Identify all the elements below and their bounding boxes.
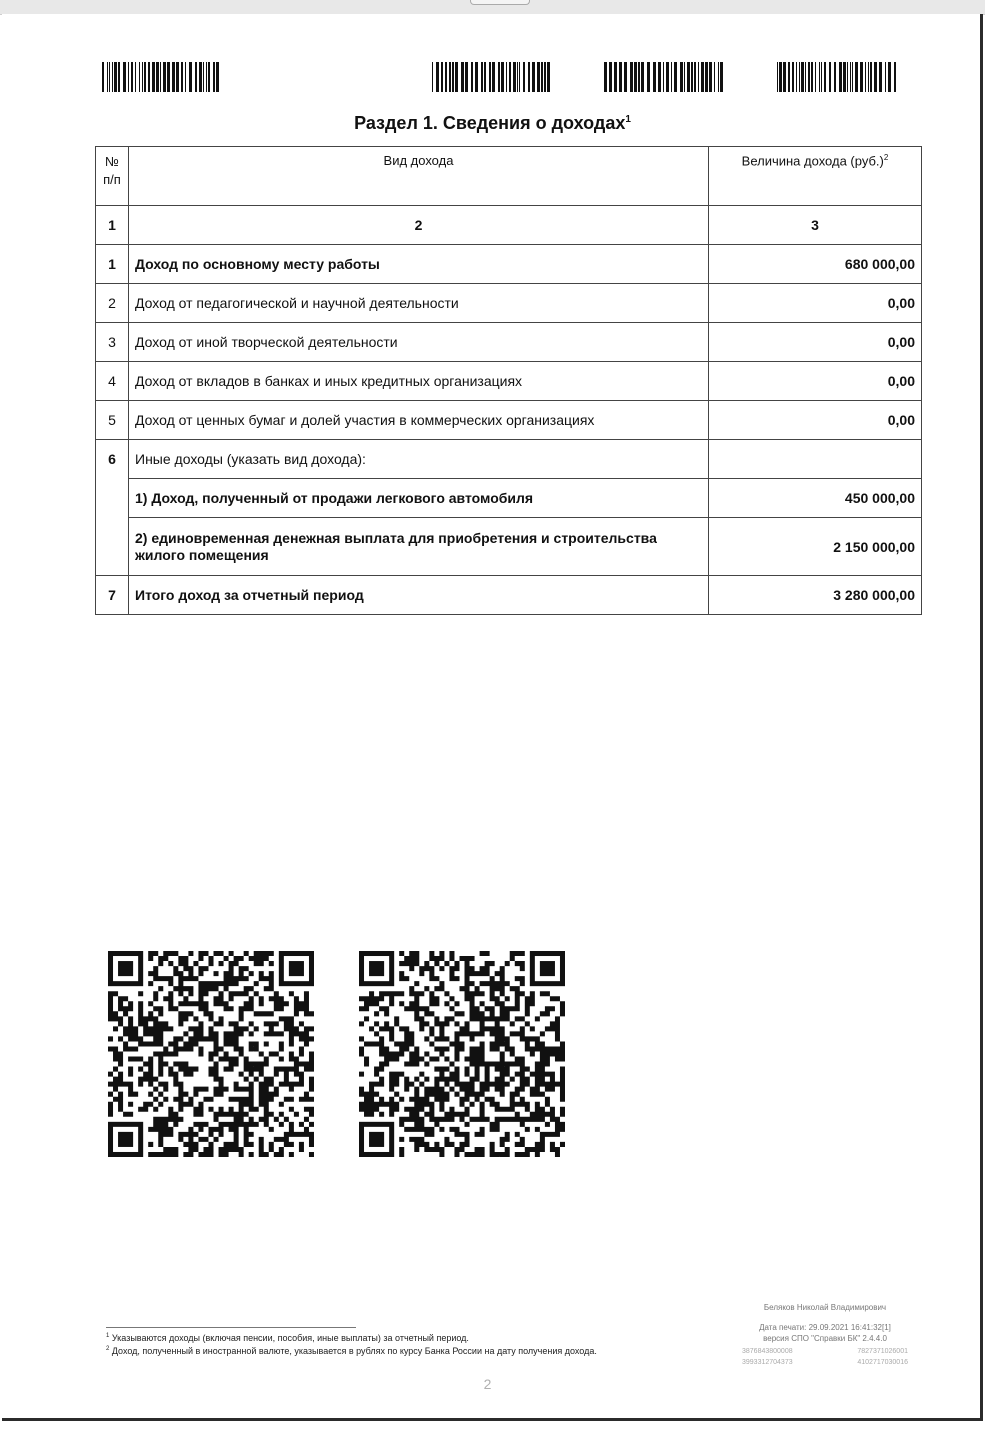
signature-codes-row xyxy=(730,1346,920,1357)
signature-code: 7827371026001 xyxy=(857,1348,908,1355)
footnote-mark: 1 xyxy=(106,1333,110,1339)
table-row xyxy=(96,518,922,576)
table-row xyxy=(96,479,922,518)
table-row xyxy=(96,284,922,323)
viewer-toolbar xyxy=(0,0,985,15)
row-number: 5 xyxy=(96,401,129,440)
table-header-row xyxy=(96,147,922,206)
header-income-amount-text: Величина дохода (руб.) xyxy=(741,153,884,169)
signature-code: 4102717030016 xyxy=(857,1359,908,1366)
qr-code xyxy=(359,951,565,1157)
column-number: 2 xyxy=(129,206,709,245)
signer-name: Беляков Николай Владимирович xyxy=(763,1303,887,1312)
total-label: Итого доход за отчетный период xyxy=(129,576,709,615)
row-number: 7 xyxy=(96,576,129,615)
qr-code xyxy=(108,951,314,1157)
row-value: 0,00 xyxy=(709,284,922,323)
row-label: Доход от иной творческой деятельности xyxy=(129,323,709,362)
row-value-empty xyxy=(709,440,922,479)
footnote-divider xyxy=(106,1327,356,1328)
row-number: 4 xyxy=(96,362,129,401)
row-label: Доход по основному месту работы xyxy=(129,245,709,284)
row-label: 1) Доход, полученный от продажи легкового автомобиля xyxy=(129,479,709,518)
signature-code: 3876843800008 xyxy=(742,1348,793,1355)
row-value: 450 000,00 xyxy=(709,479,922,518)
row-value: 680 000,00 xyxy=(709,245,922,284)
row-number: 2 xyxy=(96,284,129,323)
row-number: 6 xyxy=(96,440,129,576)
barcode xyxy=(777,62,897,92)
column-numbers-row xyxy=(96,206,922,245)
table-row xyxy=(96,362,922,401)
barcode xyxy=(102,62,221,92)
signature-block xyxy=(730,1302,920,1368)
print-date: Дата печати: 29.09.2021 16:41:32[1] xyxy=(759,1323,891,1332)
row-number: 1 xyxy=(96,245,129,284)
header-footnote-mark: 2 xyxy=(883,153,889,162)
header-income-amount xyxy=(709,147,922,206)
table-row xyxy=(96,401,922,440)
footnote-text: Доход, полученный в иностранной валюте, указывается в рублях по курсу Банка России на дату получения дохода. xyxy=(111,1346,597,1356)
table-row xyxy=(96,440,922,479)
toolbar-tab-button[interactable] xyxy=(470,0,530,5)
section-title xyxy=(0,113,985,134)
row-label: 2) единовременная денежная выплата для приобретения и строительства жилого помещения xyxy=(129,518,709,576)
row-label: Доход от педагогической и научной деятельности xyxy=(129,284,709,323)
table-row xyxy=(96,323,922,362)
header-income-type: Вид дохода xyxy=(129,147,709,206)
footnote-1 xyxy=(106,1331,706,1344)
column-number: 1 xyxy=(96,206,129,245)
total-row xyxy=(96,576,922,615)
signature-codes-row xyxy=(730,1357,920,1368)
row-label: Доход от ценных бумаг и долей участия в коммерческих организациях xyxy=(129,401,709,440)
barcode xyxy=(432,62,551,92)
footnotes xyxy=(106,1331,706,1357)
row-number: 3 xyxy=(96,323,129,362)
row-label: Иные доходы (указать вид дохода): xyxy=(129,440,709,479)
row-value: 0,00 xyxy=(709,401,922,440)
header-number xyxy=(96,147,129,206)
table-row xyxy=(96,245,922,284)
income-table xyxy=(95,146,922,615)
footnote-text: Указываются доходы (включая пенсии, пособия, иные выплаты) за отчетный период. xyxy=(111,1333,469,1343)
row-value: 0,00 xyxy=(709,323,922,362)
footnote-2 xyxy=(106,1344,706,1357)
total-value: 3 280 000,00 xyxy=(709,576,922,615)
row-value: 2 150 000,00 xyxy=(709,518,922,576)
column-number: 3 xyxy=(709,206,922,245)
section-title-footnote-mark: 1 xyxy=(625,114,631,125)
signature-code: 3993312704373 xyxy=(742,1359,793,1366)
page-number: 2 xyxy=(483,1376,492,1392)
row-value: 0,00 xyxy=(709,362,922,401)
row-label: Доход от вкладов в банках и иных кредитных организациях xyxy=(129,362,709,401)
barcode xyxy=(604,62,724,92)
software-version: версия СПО "Справки БК" 2.4.4.0 xyxy=(763,1334,887,1343)
header-number-text: № п/п xyxy=(103,154,121,187)
section-title-text: Раздел 1. Сведения о доходах xyxy=(354,113,626,133)
footnote-mark: 2 xyxy=(106,1346,110,1352)
